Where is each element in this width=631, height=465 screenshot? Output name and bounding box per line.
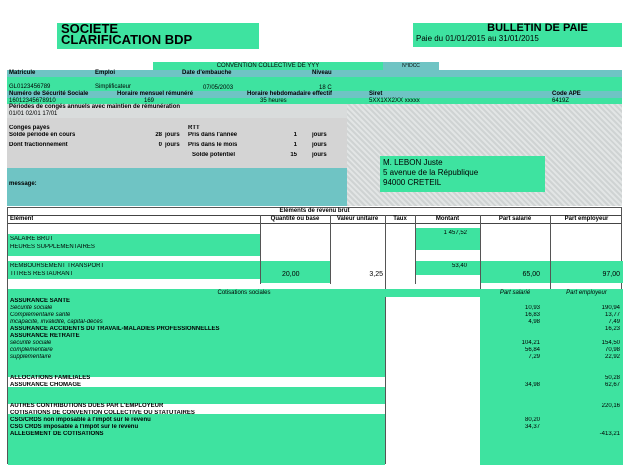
address-city: 94000 CRETEIL bbox=[383, 178, 442, 187]
emploi-value: Simplificateur bbox=[95, 84, 132, 90]
secu-value: 16012345678910 bbox=[9, 98, 56, 104]
row-label: REMBOURSEMENT TRANSPORT bbox=[10, 263, 105, 269]
header-element: Elément bbox=[10, 216, 34, 222]
cotisation-employeur: 62,67 bbox=[604, 382, 620, 388]
row-montant: 53,40 bbox=[451, 263, 467, 269]
cotisation-row bbox=[8, 431, 621, 438]
date-embauche-label: Date d'embauche bbox=[182, 70, 232, 76]
message-label: message: bbox=[9, 181, 37, 187]
address-box bbox=[380, 156, 545, 192]
cotisation-row bbox=[8, 305, 621, 312]
niveau-value: 18 C bbox=[319, 85, 332, 91]
cotisation-label: ASSURANCE CHÔMAGE bbox=[10, 382, 82, 388]
section-title: Eléments de revenu brut bbox=[8, 208, 621, 216]
row-valeur: 3,25 bbox=[369, 271, 383, 278]
cotisation-salarie: 4,98 bbox=[528, 319, 540, 325]
periodes-label: Périodes de congés annuels avec maintien de rémunération bbox=[9, 104, 181, 110]
col-line bbox=[330, 215, 331, 284]
cotisation-employeur: 154,50 bbox=[601, 340, 620, 346]
cotisations-header bbox=[8, 289, 623, 297]
pris-mois-value: 1 bbox=[293, 142, 297, 148]
header-valeur: Valeur unitaire bbox=[336, 216, 379, 222]
periodes-box bbox=[7, 104, 347, 118]
solde-value: 28 bbox=[155, 132, 162, 138]
header-employeur: Part employeur bbox=[564, 216, 609, 222]
horaire-mensuel-value: 169 bbox=[144, 98, 155, 104]
solde-potentiel-label: Solde potentiel bbox=[192, 152, 236, 158]
cotisation-row bbox=[8, 312, 621, 319]
revenue-row-1 bbox=[8, 230, 621, 243]
solde-label: Solde période en cours bbox=[9, 132, 76, 138]
employee-info-header-2 bbox=[7, 91, 622, 98]
cotisation-salarie: 7,29 bbox=[528, 354, 540, 360]
fract-value: 0 bbox=[158, 142, 162, 148]
conges-row-3 bbox=[7, 152, 347, 159]
conges-box bbox=[7, 118, 347, 168]
row-label: TITRES RESTAURANT bbox=[10, 271, 74, 277]
col-line bbox=[415, 215, 416, 284]
fract-label: Dont fractionnement bbox=[9, 142, 68, 148]
cotisation-row bbox=[8, 417, 621, 424]
cotisation-label: ASSURANCE ACCIDENTS DU TRAVAIL-MALADIES PROFESSIONNELLES bbox=[10, 326, 220, 332]
jours-label-3: jours bbox=[165, 142, 180, 148]
cotisation-row bbox=[8, 375, 621, 382]
cotisation-row bbox=[8, 340, 621, 347]
cotisation-salarie: 10,93 bbox=[524, 305, 540, 311]
horaire-hebdo-value: 35 heures bbox=[260, 98, 287, 104]
cotisation-employeur: 22,92 bbox=[604, 354, 620, 360]
cotisation-row bbox=[8, 347, 621, 354]
cot-salarie-header: Part salarié bbox=[499, 290, 531, 296]
revenue-row-4 bbox=[8, 271, 621, 278]
secu-label: Numéro de Sécurité Sociale bbox=[9, 91, 89, 97]
cotisation-salarie: 80,20 bbox=[524, 417, 540, 423]
date-embauche-value: 07/05/2003 bbox=[203, 85, 234, 91]
cotisation-label: ASSURANCE RETRAITE bbox=[10, 333, 80, 339]
header-salarie: Part salarié bbox=[498, 216, 532, 222]
cotisation-employeur: 16,23 bbox=[604, 326, 620, 332]
row-employeur: 97,00 bbox=[602, 271, 620, 278]
company-name-box bbox=[57, 23, 259, 49]
ape-label: Code APE bbox=[552, 91, 581, 97]
row-salarie: 65,00 bbox=[522, 271, 540, 278]
conges-title: Congés payés bbox=[9, 125, 50, 131]
siret-label: Siret bbox=[369, 91, 383, 97]
cotisation-label: AUTRES CONTRIBUTIONS DUES PAR L'EMPLOYEUR bbox=[10, 403, 164, 409]
cotisation-label: ALLEGEMENT DE COTISATIONS bbox=[10, 431, 104, 437]
cotisation-employeur: 50,28 bbox=[604, 375, 620, 381]
cotisation-label: CSG CRDS imposable à l'impôt sur le revenu bbox=[10, 424, 139, 430]
conges-row-1 bbox=[7, 132, 347, 139]
company-name-line2: CLARIFICATION BDP bbox=[61, 32, 193, 47]
cotisation-row bbox=[8, 354, 621, 361]
cotisations-title: Cotisations sociales bbox=[217, 290, 271, 296]
cotisation-salarie: 56,84 bbox=[524, 347, 540, 353]
employee-info-values-1 bbox=[7, 77, 622, 91]
cotisation-row bbox=[8, 389, 621, 396]
cotisation-row bbox=[8, 333, 621, 340]
table-header-row bbox=[8, 215, 621, 224]
cotisation-employeur: 13,77 bbox=[604, 312, 620, 318]
row-label: HEURES SUPPLEMENTAIRES bbox=[10, 244, 95, 250]
cotisation-employeur: 220,16 bbox=[601, 403, 620, 409]
conges-title-row bbox=[7, 125, 347, 132]
jours-label-1: jours bbox=[165, 132, 180, 138]
cotisation-label: Incapacité, invalidité, capital-décès bbox=[10, 319, 103, 325]
cotisation-label: complémentaire bbox=[10, 347, 53, 353]
cotisation-row bbox=[8, 424, 621, 431]
horaire-hebdo-label: Horaire hebdomadaire effectif bbox=[247, 91, 333, 97]
company-name-line1: SOCIETE bbox=[61, 21, 119, 36]
message-box bbox=[7, 168, 347, 206]
cotisation-employeur: 190,94 bbox=[601, 305, 620, 311]
matricule-label: Matricule bbox=[9, 70, 36, 76]
cotisation-row bbox=[8, 382, 621, 389]
header-quantite: Quantité ou base bbox=[270, 216, 320, 222]
header-taux: Taux bbox=[393, 216, 407, 222]
col-line bbox=[260, 215, 261, 284]
cotisation-salarie: 34,98 bbox=[524, 382, 540, 388]
cotisation-label: ASSURANCE SANTE bbox=[10, 298, 71, 304]
cotisation-label: Complémentaire santé bbox=[10, 312, 71, 318]
revenue-row-2 bbox=[8, 244, 621, 251]
nidcc-label: N°IDCC bbox=[383, 62, 439, 70]
cotisation-row bbox=[8, 403, 621, 410]
horaire-mensuel-label: Horaire mensuel rémunéré bbox=[117, 91, 194, 97]
cotisation-label: supplémentaire bbox=[10, 354, 52, 360]
bulletin-title: BULLETIN DE PAIE bbox=[487, 22, 588, 34]
jours-label-4: jours bbox=[312, 142, 327, 148]
header-montant: Montant bbox=[435, 216, 460, 222]
cotisation-row bbox=[8, 410, 621, 417]
conges-row-2 bbox=[7, 142, 347, 149]
bulletin-box bbox=[413, 23, 622, 47]
cotisation-row bbox=[8, 326, 621, 333]
address-name: M. LEBON Juste bbox=[383, 158, 443, 167]
cotisation-employeur: 70,98 bbox=[604, 347, 620, 353]
payslip-table bbox=[7, 207, 622, 464]
cotisation-employeur: -413,21 bbox=[599, 431, 620, 437]
cotisation-salarie: 34,37 bbox=[524, 424, 540, 430]
row-label: SALAIRE BRUT bbox=[10, 236, 54, 242]
convention-label: CONVENTION COLLECTIVE DE YYY bbox=[153, 62, 383, 70]
matricule-value: GL0123456789 bbox=[9, 84, 51, 90]
pris-annee-value: 1 bbox=[293, 132, 297, 138]
jours-label-2: jours bbox=[312, 132, 327, 138]
cotisation-salarie: 104,21 bbox=[521, 340, 540, 346]
pris-mois-label: Pris dans le mois bbox=[188, 142, 238, 148]
cotisation-label: CSG/CRDS non imposable à l'impôt sur le revenu bbox=[10, 417, 151, 423]
periodes-value: 01/01 02/01 17/01 bbox=[9, 111, 58, 117]
rtt-title: RTT bbox=[188, 125, 200, 131]
address-street: 5 avenue de la République bbox=[383, 168, 479, 177]
siret-value: 5XX1XX2XX xxxxx bbox=[369, 98, 420, 104]
employee-info-header-1 bbox=[7, 70, 622, 77]
cotisation-salarie: 16,83 bbox=[524, 312, 540, 318]
cotisation-employeur: 7,49 bbox=[608, 319, 620, 325]
revenue-row-3 bbox=[8, 263, 621, 270]
pris-annee-label: Pris dans l'année bbox=[188, 132, 238, 138]
cotisation-row bbox=[8, 319, 621, 326]
niveau-label: Niveau bbox=[312, 70, 332, 76]
solde-potentiel-value: 15 bbox=[290, 152, 297, 158]
ape-value: 6419Z bbox=[552, 98, 570, 104]
cotisation-label: ALLOCATIONS FAMILIALES bbox=[10, 375, 91, 381]
row-montant: 1 457,52 bbox=[443, 230, 467, 236]
row-quantite: 20,00 bbox=[282, 271, 300, 278]
cot-employeur-header: Part employeur bbox=[566, 290, 607, 296]
emploi-label: Emploi bbox=[95, 70, 116, 76]
cotisation-label: COTISATIONS DE CONVENTION COLLECTIVE OU STATUTAIRES bbox=[10, 410, 195, 416]
cotisation-label: Sécurité sociale bbox=[10, 305, 53, 311]
cotisation-row bbox=[8, 298, 621, 305]
jours-label-5: jours bbox=[312, 152, 327, 158]
cotisation-row bbox=[8, 361, 621, 368]
bulletin-period: Paie du 01/01/2015 au 31/01/2015 bbox=[416, 34, 539, 43]
cotisation-label: sécurité sociale bbox=[10, 340, 52, 346]
